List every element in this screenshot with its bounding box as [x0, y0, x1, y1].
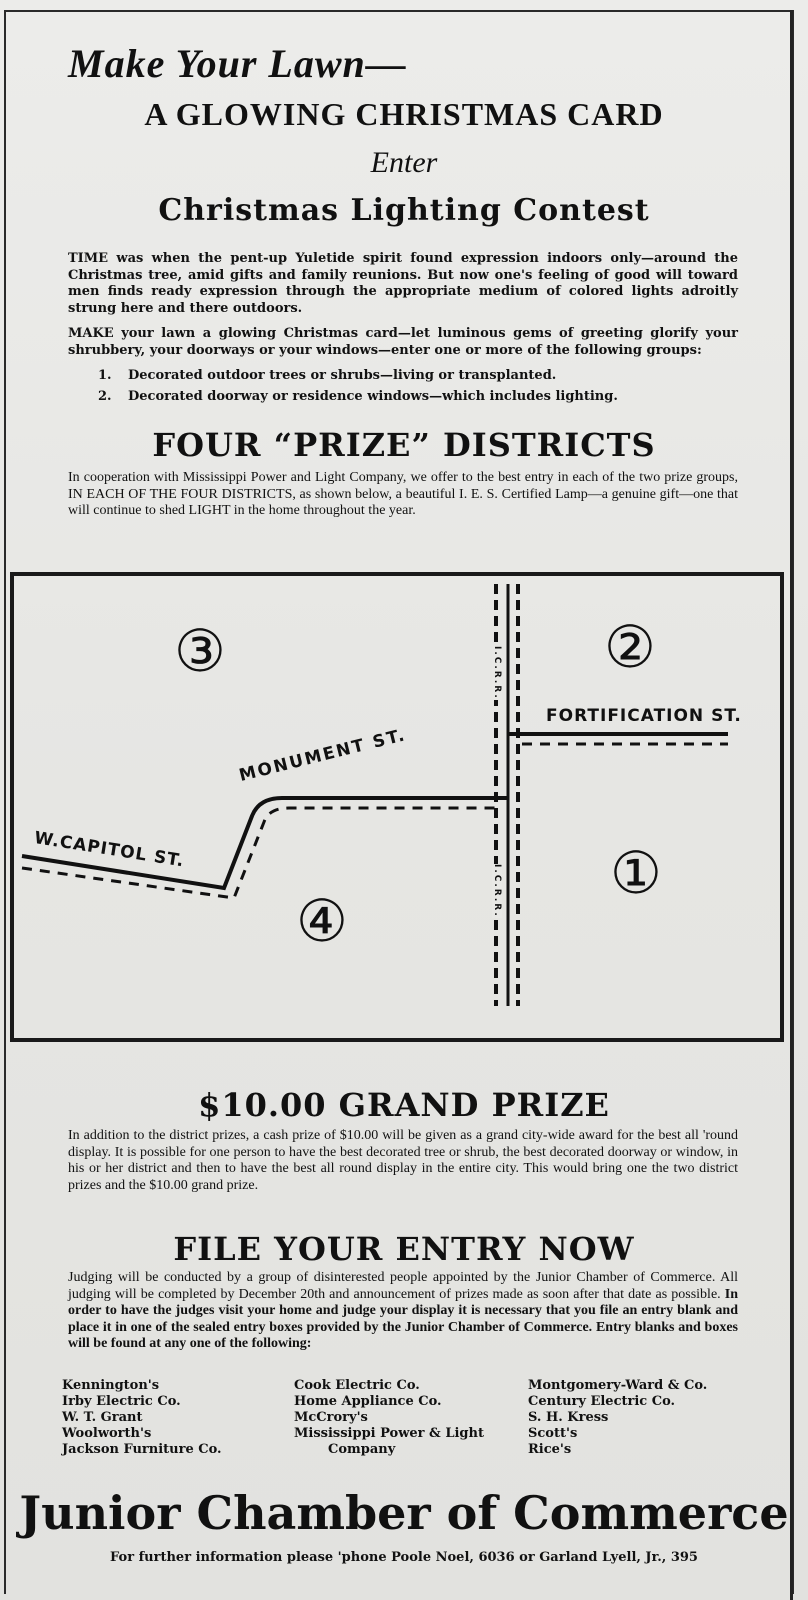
intro-lead-time: TIME	[68, 251, 109, 266]
groups-list	[98, 368, 618, 410]
sponsor-item: Irby Electric Co.	[62, 1394, 181, 1409]
sponsor-column-1	[62, 1378, 222, 1458]
intro-paragraph-1	[68, 251, 738, 317]
group-item-2: 2. Decorated doorway or residence windows—which includes lighting.	[98, 389, 618, 404]
sponsor-item: Home Appliance Co.	[294, 1394, 442, 1409]
sponsor-column-2	[294, 1378, 484, 1458]
district-1-marker: ①	[610, 839, 662, 907]
intro-text-2: your lawn a glowing Christmas card—let luminous gems of greeting glorify your shrubbery, your doorways or your windows—enter one or more of the following groups:	[68, 326, 738, 358]
sponsor-item: Mississippi Power & Light	[294, 1426, 484, 1441]
sponsor-item: Woolworth's	[62, 1426, 152, 1441]
sponsor-signature: Junior Chamber of Commerce	[19, 1486, 789, 1540]
sponsor-item: Montgomery-Ward & Co.	[528, 1378, 708, 1393]
sponsor-item: Century Electric Co.	[528, 1394, 676, 1409]
grand-prize-text: In addition to the district prizes, a cash prize of $10.00 will be given as a grand city-wide award for the best all 'round display. It is possible for one person to have the best decorated tree or shrub, the best decorated doorway or window, in his or her district and then to have the best all round display in the entire city. This would bring one the two district prizes and the $10.00 grand prize.	[68, 1128, 738, 1193]
monument-street-label: MONUMENT ST.	[237, 725, 409, 786]
sponsor-item: Kennington's	[62, 1378, 160, 1393]
entry-text-bold: In order to have the judges visit your home and judge your display it is necessary that you file an entry blank and place it in one of the sealed entry boxes provided by the Junior Chamber of Commerce. Entry blanks and boxes will be found at any one of the following:	[68, 1286, 738, 1351]
district-map	[10, 572, 784, 1042]
headline-line1: Make Your Lawn—	[68, 41, 407, 86]
entry-text-normal: Judging will be conducted by a group of disinterested people appointed by the Junior Chamber of Commerce. All judging will be completed by December 20th and announcement of prizes made as soon after that date as possible.	[68, 1270, 738, 1302]
group-item-1: 1. Decorated outdoor trees or shrubs—living or transplanted.	[98, 368, 557, 383]
intro-paragraph-2	[68, 326, 738, 359]
entry-heading: FILE YOUR ENTRY NOW	[173, 1230, 635, 1268]
capitol-street-label: W.CAPITOL ST.	[32, 828, 186, 872]
sponsor-column-3	[528, 1378, 707, 1458]
footer-contact: For further information please 'phone Poole Noel, 6036 or Garland Lyell, Jr., 395	[110, 1550, 698, 1565]
sponsor-item: Cook Electric Co.	[294, 1378, 420, 1393]
railroad-label-bottom: I.C.R.R.	[492, 864, 502, 918]
district-map-svg	[14, 576, 780, 1038]
district-3-marker: ③	[174, 617, 226, 685]
grand-prize-heading: $10.00 GRAND PRIZE	[198, 1086, 610, 1124]
entry-text	[68, 1270, 738, 1353]
sponsor-item: Company	[328, 1442, 396, 1457]
headline-line3: Enter	[370, 146, 438, 179]
intro-text-1: was when the pent-up Yuletide spirit found expression indoors only—around the Christmas tree, amid gifts and family reunions. But now one's feeling of good will toward men finds ready expression through the appropriate medium of colored lights adroitly strung here and there outdoors.	[68, 251, 738, 316]
districts-text: In cooperation with Mississippi Power and Light Company, we offer to the best entry in each of the two prize groups, IN EACH OF THE FOUR DISTRICTS, as shown below, a beautiful I. E. S. Certified Lamp—a genuine gift—one that will continue to shed LIGHT in the home throughout the year.	[68, 470, 738, 518]
district-2-marker: ②	[604, 613, 656, 681]
fortification-street-label: FORTIFICATION ST.	[546, 706, 742, 726]
sponsor-item: W. T. Grant	[62, 1410, 143, 1425]
district-4-marker: ④	[296, 887, 348, 955]
headline-line2: A GLOWING CHRISTMAS CARD	[144, 96, 664, 132]
sponsor-item: S. H. Kress	[528, 1410, 609, 1425]
districts-heading: FOUR “PRIZE” DISTRICTS	[152, 426, 656, 464]
sponsor-item: Rice's	[528, 1442, 572, 1457]
ad-right-rule	[790, 10, 793, 1600]
sponsor-item: Jackson Furniture Co.	[62, 1442, 222, 1457]
sponsor-item: McCrory's	[294, 1410, 368, 1425]
sponsor-item: Scott's	[528, 1426, 578, 1441]
intro-lead-make: MAKE	[68, 326, 114, 341]
railroad-label-top: I.C.R.R.	[492, 646, 502, 700]
headline-line4: Christmas Lighting Contest	[158, 193, 650, 228]
